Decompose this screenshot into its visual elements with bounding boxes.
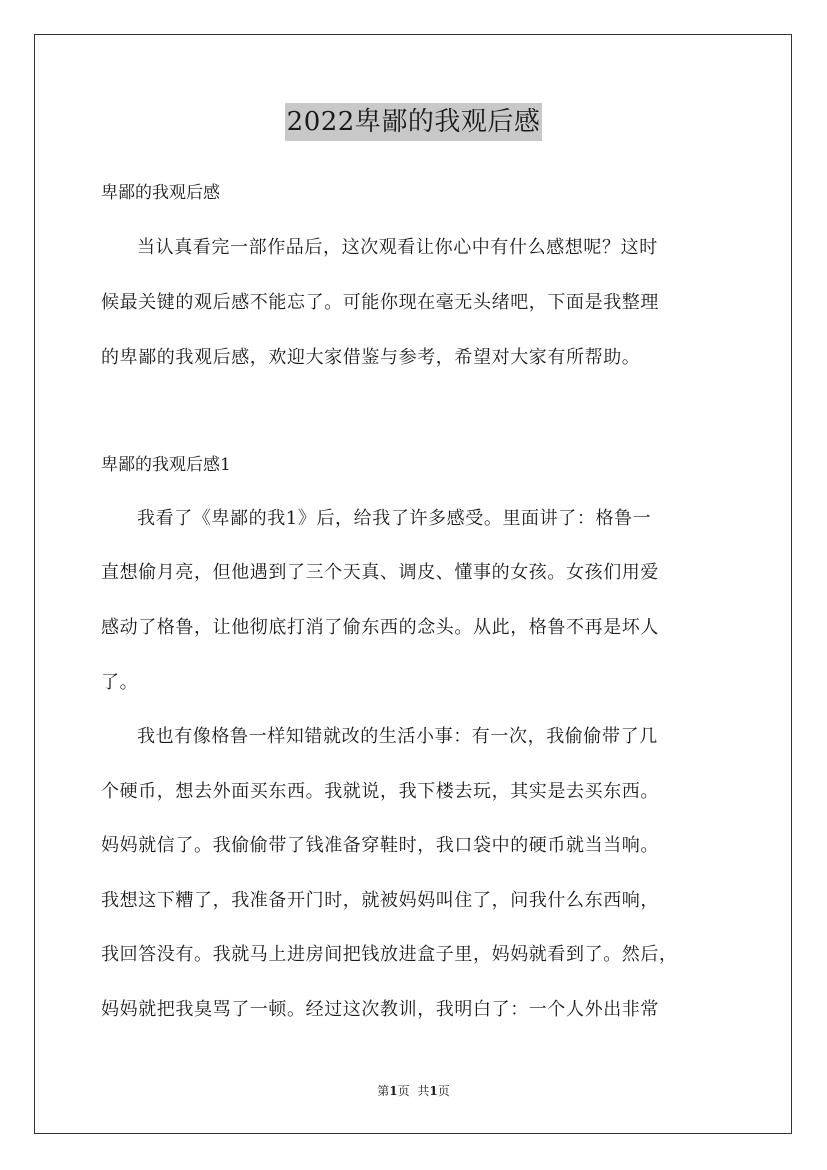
footer-total-suffix: 页	[437, 1084, 450, 1098]
title-container	[0, 103, 827, 141]
section-heading: 卑鄙的我观后感1	[101, 455, 231, 475]
intro-line-1: 当认真看完一部作品后，这次观看让你心中有什么感想呢？这时	[137, 237, 658, 258]
para2-line-3: 妈妈就信了。我偷偷带了钱准备穿鞋时，我口袋中的硬币就当当响。	[101, 835, 659, 856]
para1-line-4: 了。	[101, 672, 139, 693]
para2-line-2: 个硬币，想去外面买东西。我就说，我下楼去玩，其实是去买东西。	[101, 781, 659, 802]
para2-line-5: 我回答没有。我就马上进房间把钱放进盒子里，妈妈就看到了。然后，	[101, 944, 678, 965]
para1-line-2: 直想偷月亮，但他遇到了三个天真、调皮、懂事的女孩。女孩们用爱	[101, 562, 659, 583]
para2-line-4: 我想这下糟了，我准备开门时，就被妈妈叫住了，问我什么东西响，	[101, 890, 659, 911]
footer-page-prefix: 第	[377, 1084, 390, 1098]
footer-total-number: 1	[429, 1084, 438, 1098]
footer-page-suffix: 页	[397, 1084, 410, 1098]
intro-heading: 卑鄙的我观后感	[101, 183, 220, 203]
para1-line-1: 我看了《卑鄙的我1》后，给我了许多感受。里面讲了：格鲁一	[137, 508, 652, 529]
para1-line-3: 感动了格鲁，让他彻底打消了偷东西的念头。从此，格鲁不再是坏人	[101, 617, 659, 638]
intro-line-3: 的卑鄙的我观后感，欢迎大家借鉴与参考，希望对大家有所帮助。	[101, 347, 641, 368]
footer-page-number: 1	[389, 1084, 398, 1098]
para2-line-6: 妈妈就把我臭骂了一顿。经过这次教训，我明白了：一个人外出非常	[101, 999, 659, 1020]
para2-line-1: 我也有像格鲁一样知错就改的生活小事：有一次，我偷偷带了几	[137, 726, 658, 747]
intro-line-2: 候最关键的观后感不能忘了。可能你现在毫无头绪吧，下面是我整理	[101, 292, 659, 313]
page-footer	[0, 1083, 827, 1099]
document-title: 2022卑鄙的我观后感	[285, 103, 543, 141]
footer-total-prefix: 共	[417, 1084, 430, 1098]
